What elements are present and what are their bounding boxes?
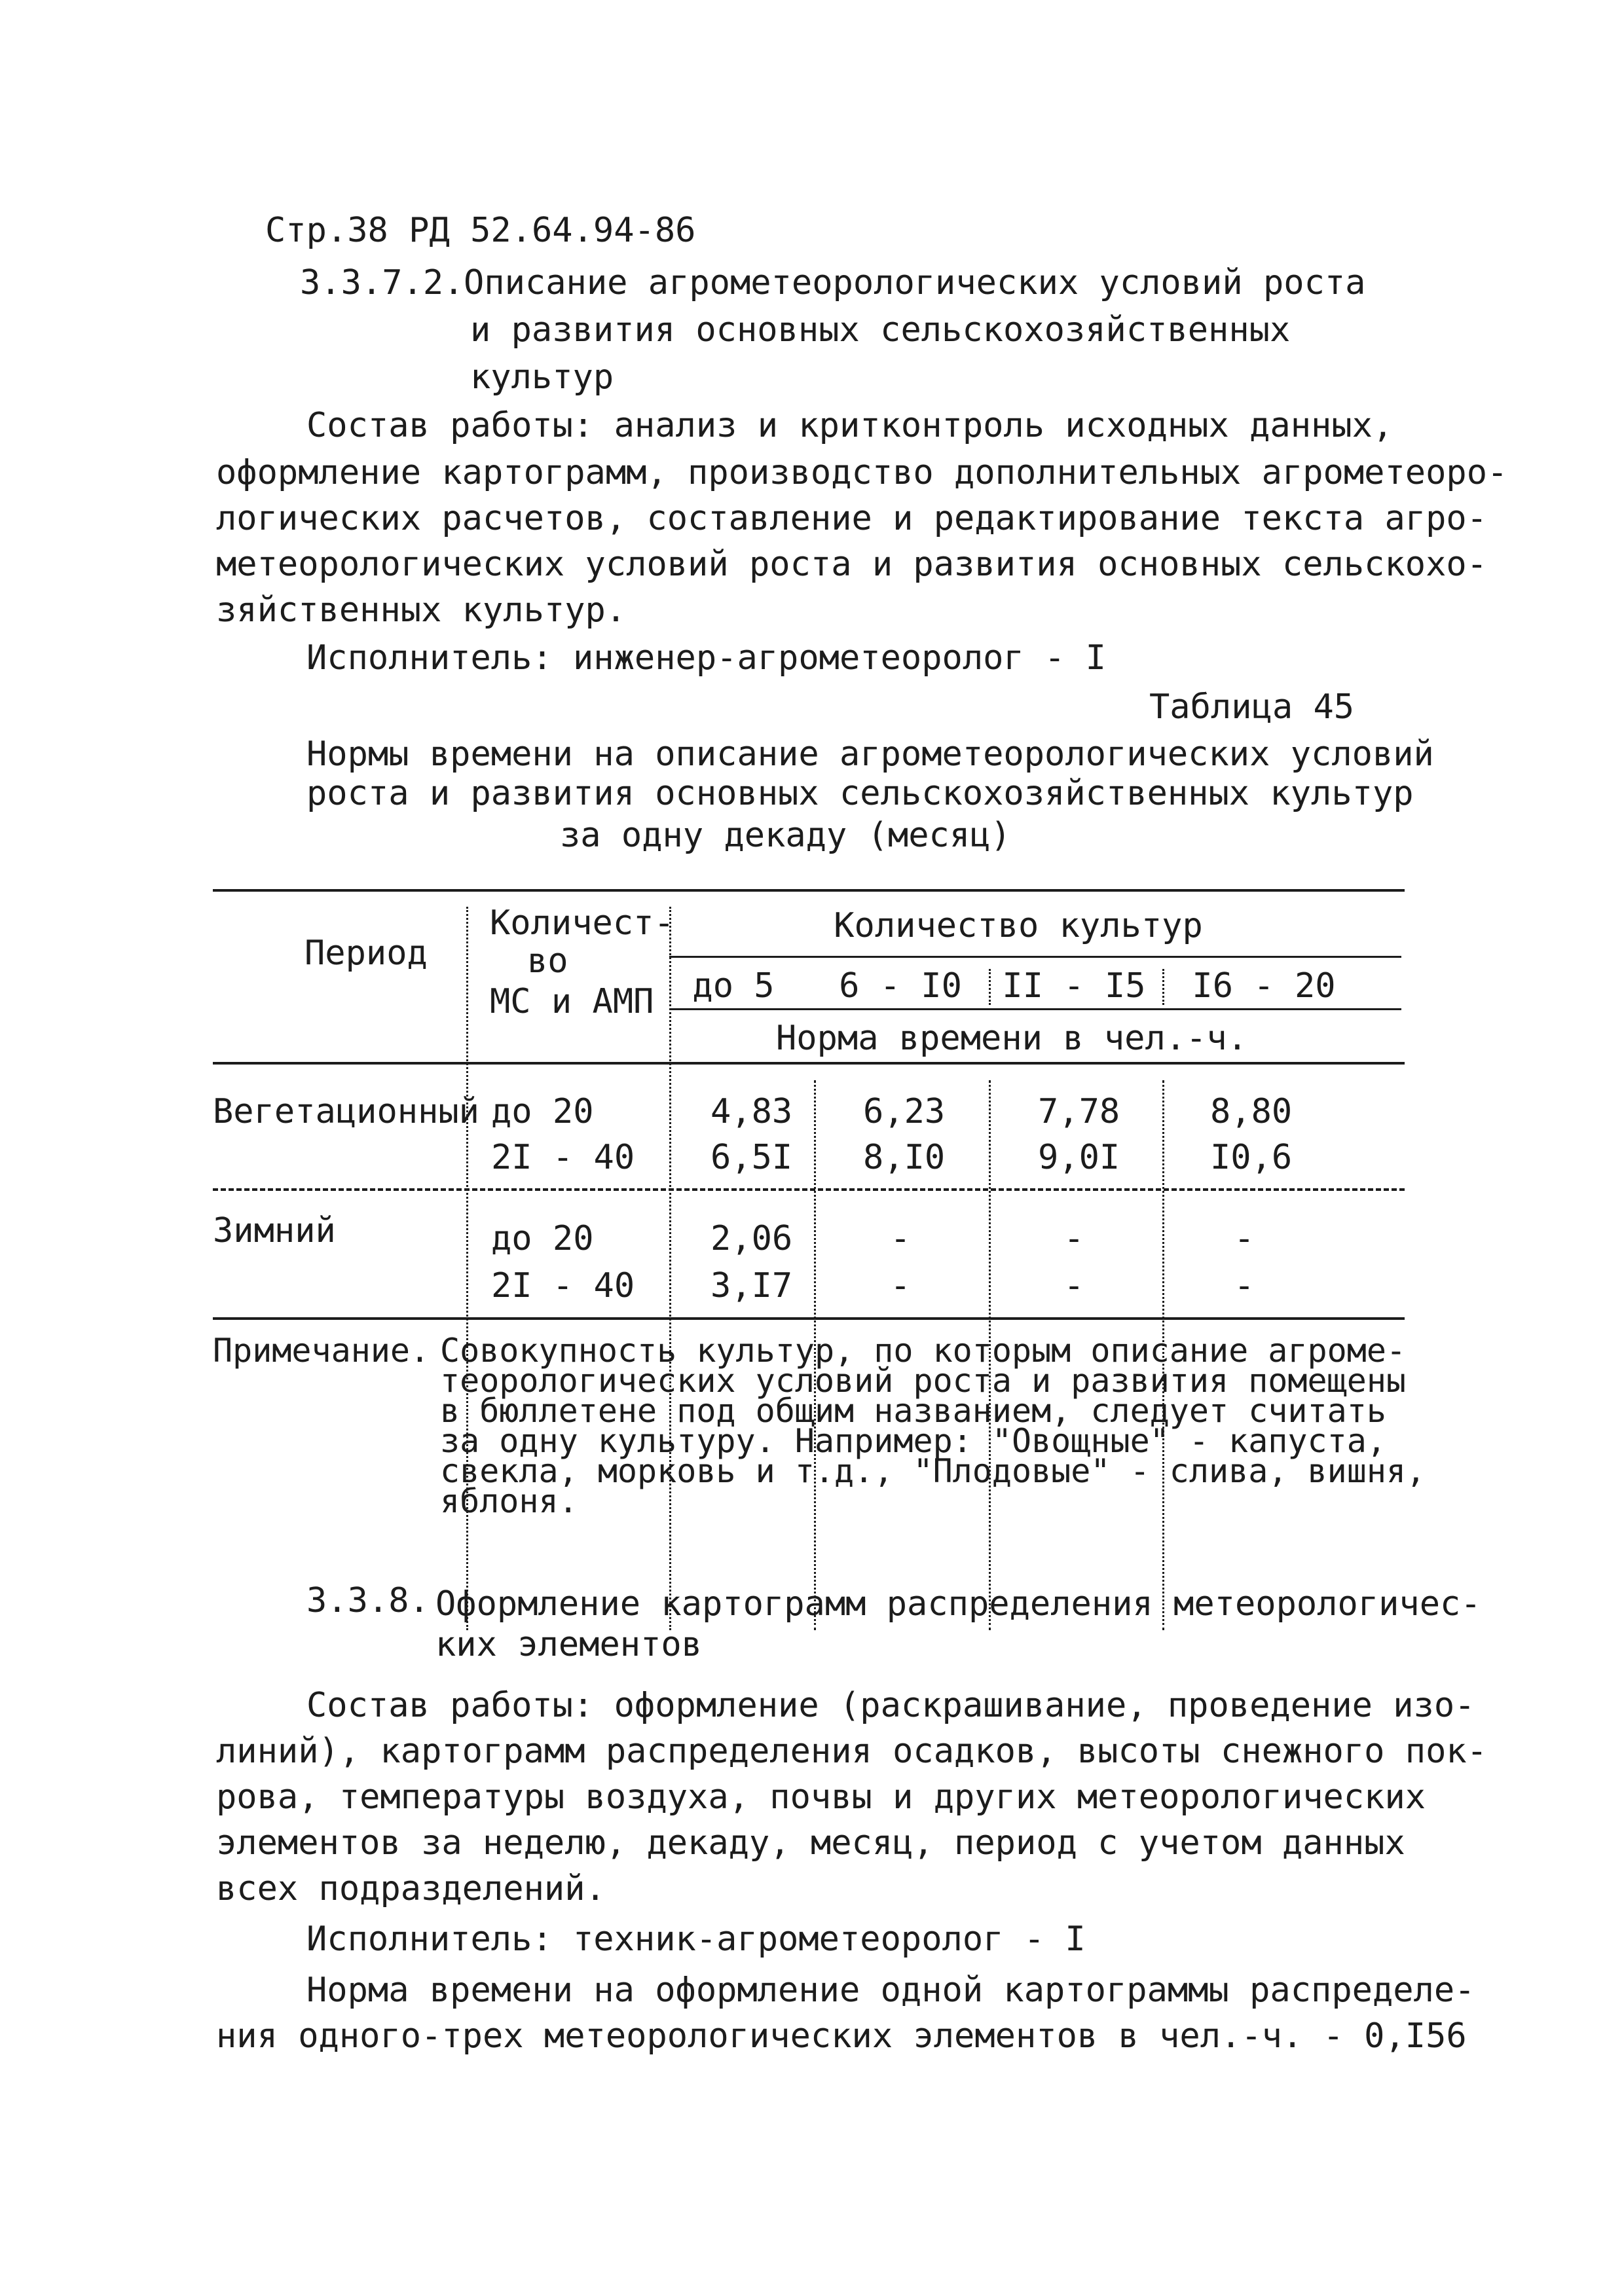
table-rule-subheader — [669, 1008, 1401, 1010]
header-period: Период — [304, 934, 428, 973]
section-title-line: культур — [470, 357, 614, 397]
note-line: в бюллетене под общим названием, следует считать — [440, 1392, 1386, 1430]
row-count: 2I - 40 — [491, 1138, 635, 1177]
composition-line: логических расчетов, составление и редактирование текста агро- — [216, 499, 1488, 538]
row-count: до 20 — [491, 1092, 594, 1131]
header-count-line: во — [527, 941, 568, 981]
column-separator — [989, 969, 991, 1005]
composition-line: всех подразделений. — [216, 1869, 606, 1908]
header-count-line: МС и АМП — [490, 982, 654, 1021]
norm-line: ния одного-трех метеорологических элементов в чел.-ч. - 0,I56 — [216, 2016, 1467, 2056]
column-separator — [1162, 969, 1164, 1005]
header-count-line: Количест- — [490, 903, 674, 943]
note-line: Совокупность культур, по которым описание агроме- — [440, 1332, 1407, 1370]
executor-line: Исполнитель: техник-агрометеоролог - I — [306, 1920, 1086, 1959]
section-title-line: Оформление картограмм распределения метеорологичес- — [435, 1584, 1481, 1624]
table-cell: - — [1234, 1219, 1255, 1258]
table-rule-dashed — [213, 1188, 1405, 1191]
note-line: свекла, морковь и т.д., "Плодовые" - слива, вишня, — [440, 1452, 1426, 1490]
table-cell: 8,I0 — [863, 1138, 946, 1177]
column-separator — [669, 907, 671, 1630]
table-cell: - — [890, 1219, 911, 1258]
table-cell: 6,5I — [710, 1138, 793, 1177]
row-period: Вегетационный — [213, 1092, 479, 1131]
section-number: 3.3.8. — [306, 1581, 430, 1620]
section-title-line: ких элементов — [435, 1625, 702, 1664]
note-line: за одну культуру. Например: "Овощные" - капуста, — [440, 1422, 1386, 1460]
table-cell: 6,23 — [863, 1092, 946, 1131]
note-line: теорологических условий роста и развития помещены — [440, 1362, 1407, 1400]
composition-line: зяйственных культур. — [216, 591, 627, 630]
table-rule-cultures — [669, 956, 1401, 958]
section-number: 3.3.7.2. — [300, 263, 464, 302]
column-separator — [466, 907, 468, 1630]
row-count: 2I - 40 — [491, 1266, 635, 1305]
executor-line: Исполнитель: инженер-агрометеоролог - I — [306, 638, 1106, 678]
table-cell: - — [1063, 1219, 1084, 1258]
table-cell: 2,06 — [710, 1219, 793, 1258]
section-title-line: и развития основных сельскохозяйственных — [470, 310, 1291, 350]
composition-line: Состав работы: оформление (раскрашивание, проведение изо- — [306, 1686, 1475, 1725]
note-line: яблоня. — [440, 1482, 578, 1520]
norm-line: Норма времени на оформление одной картограммы распределе- — [306, 1971, 1475, 2010]
table-caption-line: Нормы времени на описание агрометеорологических условий — [306, 735, 1434, 774]
composition-line: Состав работы: анализ и критконтроль исходных данных, — [306, 406, 1393, 445]
composition-line: элементов за неделю, декаду, месяц, период с учетом данных — [216, 1823, 1405, 1863]
header-cultures: Количество культур — [834, 906, 1203, 945]
subheader-cultures: до 5 — [692, 966, 775, 1006]
subheader-cultures: I6 - 20 — [1192, 966, 1336, 1006]
subheader-cultures: II - I5 — [1002, 966, 1146, 1006]
composition-line: рова, температуры воздуха, почвы и других метеорологических — [216, 1777, 1426, 1817]
table-caption-line: за одну декаду (месяц) — [560, 816, 1011, 855]
composition-line: оформление картограмм, производство дополнительных агрометеоро- — [216, 453, 1508, 492]
row-period: Зимний — [213, 1211, 336, 1250]
table-cell: 4,83 — [710, 1092, 793, 1131]
norm-label: Норма времени в чел.-ч. — [775, 1019, 1248, 1058]
table-label: Таблица 45 — [1149, 687, 1355, 727]
table-rule-header — [213, 1062, 1405, 1065]
page-header: Стр.38 РД 52.64.94-86 — [265, 211, 696, 250]
table-cell: 3,I7 — [710, 1266, 793, 1305]
table-rule-bottom — [213, 1317, 1405, 1320]
table-cell: - — [890, 1266, 911, 1305]
note-label: Примечание. — [213, 1332, 430, 1370]
section-title-line: Описание агрометеорологических условий роста — [464, 263, 1366, 302]
composition-line: линий), картограмм распределения осадков, высоты снежного пок- — [216, 1732, 1488, 1771]
subheader-cultures: 6 - I0 — [839, 966, 962, 1006]
table-cell: 7,78 — [1038, 1092, 1120, 1131]
table-rule-top — [213, 889, 1405, 892]
table-cell: - — [1234, 1266, 1255, 1305]
composition-line: метеорологических условий роста и развития основных сельскохо- — [216, 545, 1488, 584]
table-cell: 8,80 — [1210, 1092, 1293, 1131]
table-caption-line: роста и развития основных сельскохозяйственных культур — [306, 774, 1414, 813]
table-cell: - — [1063, 1266, 1084, 1305]
table-cell: I0,6 — [1210, 1138, 1293, 1177]
table-cell: 9,0I — [1038, 1138, 1120, 1177]
row-count: до 20 — [491, 1219, 594, 1258]
